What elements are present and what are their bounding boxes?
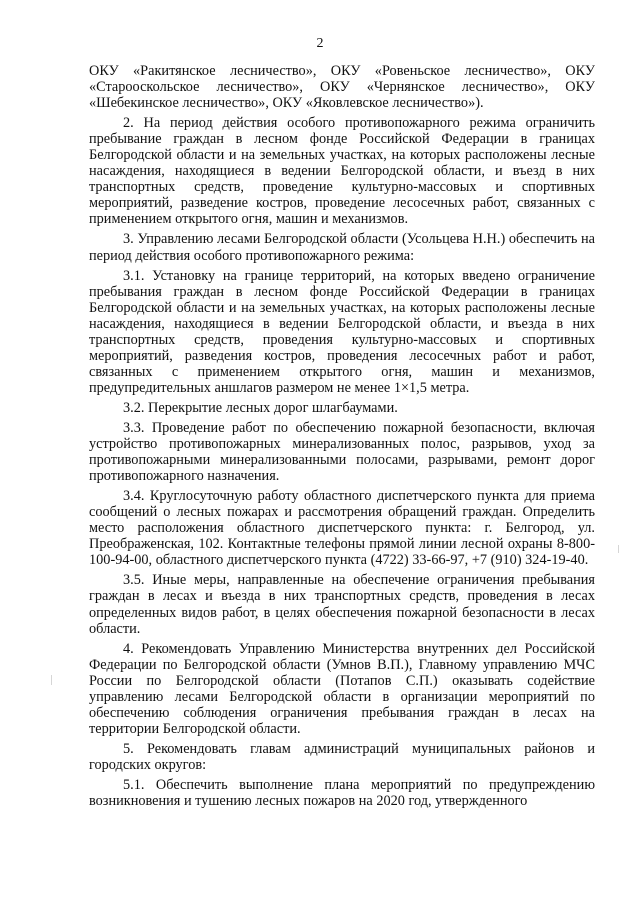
paragraph-4: 4. Рекомендовать Управлению Министерства внутренних дел Российской Федерации по Белгородской области (Умнов В.П.), Главному управлению МЧС России по Белгородской области (Потапов С.П.) оказывать содействие управлению лесами Белгородской области в организации мероприятий по обеспечению соблюдения ограничения пребывания граждан в лесах на территории Белгородской области. bbox=[89, 640, 595, 737]
scan-artifact-mark bbox=[51, 675, 52, 685]
paragraph-5: 5. Рекомендовать главам администраций муниципальных районов и городских округов: bbox=[89, 740, 595, 773]
paragraph-3: 3. Управлению лесами Белгородской области (Усольцева Н.Н.) обеспечить на период действия особого противопожарного режима: bbox=[89, 231, 595, 264]
paragraph-2: 2. На период действия особого противопожарного режима ограничить пребывание граждан в лесном фонде Российской Федерации в границах Белгородской области и на земельных участках, на которых расположены лесные насаждения, находящиеся в ведении Белгородской области, и въезд в них транспортных средств, проведение культурно-массовых и спортивных мероприятий, разведение костров, проведение лесосечных работ, связанных с применением открытого огня, машин и механизмов. bbox=[89, 115, 595, 228]
paragraph-3-3: 3.3. Проведение работ по обеспечению пожарной безопасности, включая устройство противопожарных минерализованных полос, разрывов, уход за противопожарными минерализованными полосами, разрывами, ремонт дорог противопожарного назначения. bbox=[89, 419, 595, 485]
paragraph-5-1: 5.1. Обеспечить выполнение плана мероприятий по предупреждению возникновения и тушению лесных пожаров на 2020 год, утвержденного bbox=[89, 776, 595, 810]
paragraph-3-1: 3.1. Установку на границе территорий, на которых введено ограничение пребывания граждан в лесном фонде Российской Федерации в границах Белгородской области и на земельных участках, на которых расположены лесные насаждения, находящиеся в ведении Белгородской области, и въезда в них транспортных средств, проведения культурно-массовых и спортивных мероприятий, разведения костров, проведения лесосечных работ и работ, связанных с применением открытого огня, машин и механизмов, предупредительных аншлагов размером не менее 1×1,5 метра. bbox=[89, 267, 595, 396]
page-number: 2 bbox=[316, 36, 324, 51]
document-body bbox=[89, 63, 595, 809]
paragraph-3-5: 3.5. Иные меры, направленные на обеспечение ограничения пребывания граждан в лесах и въезда в них транспортных средств, проведения в лесах определенных видов работ, в целях обеспечения пожарной безопасности в лесах области. bbox=[89, 572, 595, 637]
scan-artifact-mark bbox=[618, 545, 619, 553]
paragraph-3-2: 3.2. Перекрытие лесных дорог шлагбаумами. bbox=[123, 399, 398, 416]
paragraph-3-4: 3.4. Круглосуточную работу областного диспетчерского пункта для приема сообщений о лесных пожарах и рассмотрения обращений граждан. Определить место расположения областного диспетчерского пункта: г. Белгород, ул. Преображенская, 102. Контактные телефоны прямой линии лесной охраны 8-800-100-94-00, областного диспетчерского пункта (4722) 33-66-97, +7 (910) 324-19-40. bbox=[89, 488, 595, 569]
paragraph-1-continuation: ОКУ «Ракитянское лесничество», ОКУ «Ровеньское лесничество», ОКУ «Старооскольское лесничество», ОКУ «Чернянское лесничество», ОКУ «Шебекинское лесничество», ОКУ «Яковлевское лесничество»). bbox=[89, 63, 595, 112]
